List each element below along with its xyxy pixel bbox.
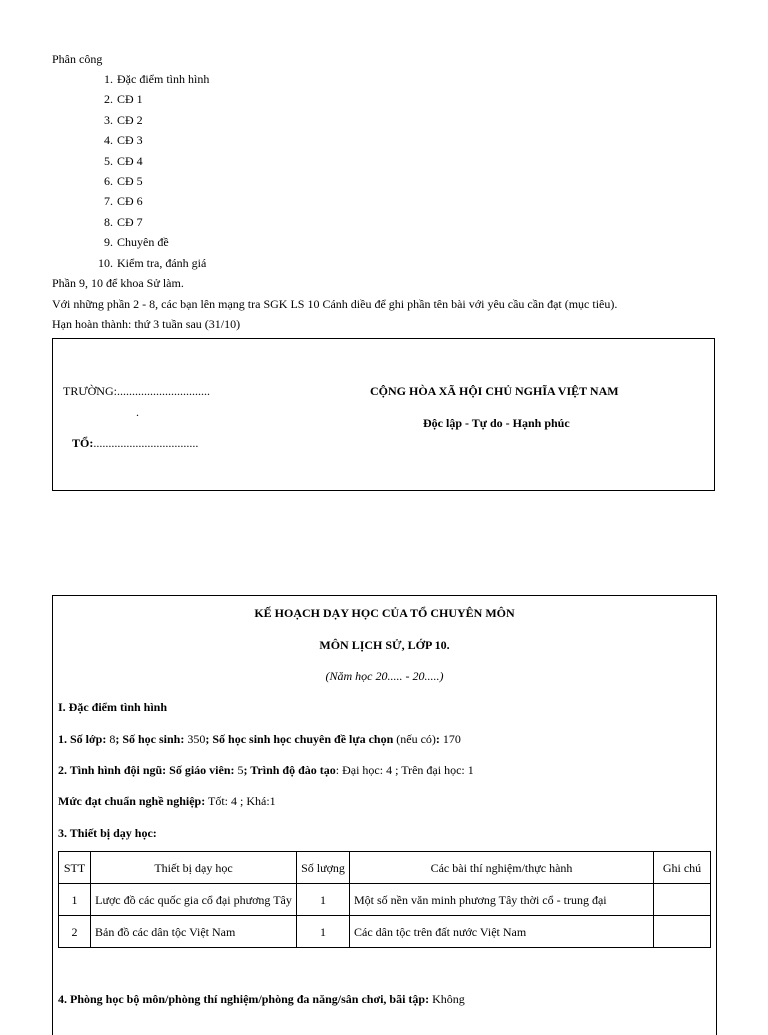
plan-title: KẾ HOẠCH DẠY HỌC CỦA TỔ CHUYÊN MÔN (254, 606, 515, 620)
assignment-title: Phân công (52, 52, 103, 66)
republic-title: CỘNG HÒA XÃ HỘI CHỦ NGHĨA VIỆT NAM (370, 384, 619, 398)
table-cell: 1 (59, 884, 91, 916)
list-item: 7. CĐ 6 (104, 194, 143, 209)
small-dot: . (136, 405, 139, 419)
equipment-table (58, 851, 711, 948)
assignment-list (96, 73, 209, 277)
note-instructions: Với những phần 2 - 8, các bạn lên mạng tra SGK LS 10 Cánh diều để ghi phần tên bài với yêu cầu cần đạt (mục tiêu). (52, 297, 618, 311)
classroom-line: 4. Phòng học bộ môn/phòng thí nghiệm/phòng đa năng/sân chơi, bãi tập: Không (58, 992, 465, 1006)
staff-line: 2. Tình hình đội ngũ: Số giáo viên: 5; Trình độ đào tạo: Đại học: 4 ; Trên đại học: 1 (58, 763, 474, 777)
class-count-line: 1. Số lớp: 8; Số học sinh: 350; Số học sinh học chuyên đề lựa chọn (nếu có): 170 (58, 732, 461, 746)
table-row (59, 916, 711, 948)
header-cell: STT (59, 852, 91, 884)
header-cell: Số lượng (297, 852, 350, 884)
table-cell (654, 916, 711, 948)
header-cell: Thiết bị dạy học (91, 852, 297, 884)
table-cell: Các dân tộc trên đất nước Việt Nam (350, 916, 654, 948)
national-motto: Độc lập - Tự do - Hạnh phúc (423, 416, 570, 430)
teaching-plan-box (52, 595, 717, 1035)
note-history-dept: Phần 9, 10 để khoa Sử làm. (52, 276, 184, 290)
school-header-box (52, 338, 715, 491)
list-item: 6. CĐ 5 (104, 173, 143, 188)
list-item: 3. CĐ 2 (104, 112, 143, 127)
plan-subject: MÔN LỊCH SỬ, LỚP 10. (319, 638, 450, 652)
table-cell: 2 (59, 916, 91, 948)
equipment-heading: 3. Thiết bị dạy học: (58, 826, 157, 840)
list-item: 1. Đặc điểm tình hình (104, 72, 210, 86)
table-cell: Lược đồ các quốc gia cổ đại phương Tây (91, 884, 297, 916)
section-heading: I. Đặc điểm tình hình (58, 700, 168, 714)
standards-line: Mức đạt chuẩn nghề nghiệp: Tốt: 4 ; Khá:1 (58, 794, 276, 808)
table-cell: 1 (297, 916, 350, 948)
list-item: 2. CĐ 1 (104, 92, 143, 107)
school-field: TRƯỜNG:............................... (63, 384, 210, 398)
header-cell: Các bài thí nghiệm/thực hành (350, 852, 654, 884)
list-item: 5. CĐ 4 (104, 153, 143, 168)
table-cell: Bản đồ các dân tộc Việt Nam (91, 916, 297, 948)
table-cell (654, 884, 711, 916)
table-cell: 1 (297, 884, 350, 916)
list-item: 4. CĐ 3 (104, 133, 143, 148)
table-header-row (59, 852, 711, 884)
table-row (59, 884, 711, 916)
team-field: TỔ:................................... (72, 436, 199, 450)
note-deadline: Hạn hoàn thành: thứ 3 tuần sau (31/10) (52, 317, 241, 331)
list-item: 10. Kiểm tra, đánh giá (98, 255, 207, 270)
plan-year: (Năm học 20..... - 20.....) (325, 669, 444, 683)
header-cell: Ghi chú (654, 852, 711, 884)
table-cell: Một số nền văn minh phương Tây thời cổ - trung đại (350, 884, 654, 916)
list-item: 8. CĐ 7 (104, 214, 143, 229)
list-item: 9. Chuyên đề (104, 235, 169, 250)
